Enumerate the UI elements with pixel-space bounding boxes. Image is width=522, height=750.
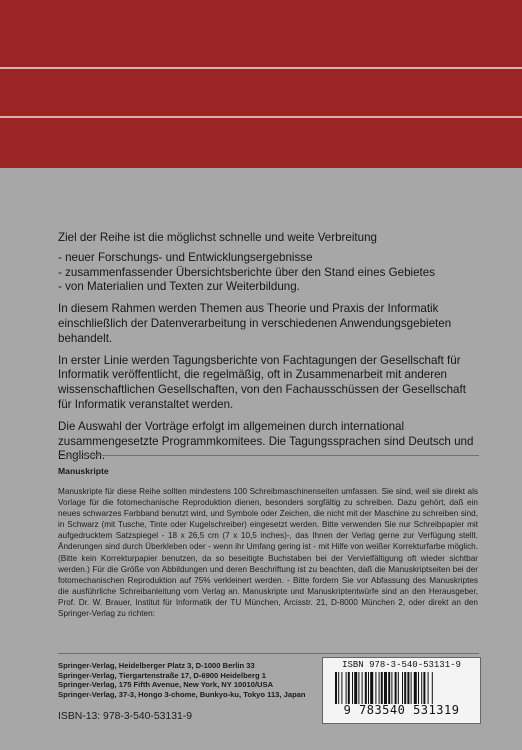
manuscripts-text: Manuskripte für diese Reihe sollten mindestens 100 Schreibmaschinenseiten umfassen. Sie sind, weil sie direkt als Vorlage für die fotomechanische Reproduktion dienen, besonders sorgfältig zu schreiben. Dazu gehört, daß ein neues schwarzes Farbband benutzt wird, und Symbole oder Zeichen, die nicht mit der Maschine zu schreiben sind, in Schwarz (mit Tusche, Tinte oder Kugelschreiber) eingesetzt werden. Bitte verwenden Sie nur Schreibpapier mit aufgedrucktem Satzspiegel - 18 x 26,5 cm (7 x 10,5 inches)-, das Ihnen der Verlag gerne zur Verfügung stellt. Änderungen sind durch Überkleben oder - wenn ihr Umfang gering ist - mit Hilfe von weißer Korrekturfarbe möglich. (Bitte kein Korrekturpapier benutzen, da so beseitigte Buchstaben bei der Vervielfältigung oft wieder sichtbar werden.) Für die Größe von Abbildungen und deren Beschriftung ist zu beachten, daß die Manuskriptseiten bei der fotomechanischen Reproduktion auf 75% verkleinert werden. - Bitte fordern Sie vor Abfassung des Manuskriptes die ausführliche Schreibanleitung vom Verlag an. Manuskripte und Manuskriptentwürfe sind an den Herausgeber, Prof. Dr. W. Brauer, Institut für Informatik der TU München, Arcisstr. 21, D-8000 München 2, oder direkt an den Springer-Verlag zu richten: [58, 487, 478, 619]
goal-item: - von Materialien und Texten zur Weiterbildung. [58, 280, 300, 294]
goal-item: - neuer Forschungs- und Entwicklungsergebnisse [58, 250, 313, 264]
barcode-isbn-label: ISBN 978-3-540-53131-9 [342, 660, 461, 670]
divider-top [58, 455, 479, 456]
barcode-icon [335, 672, 468, 704]
paragraph-selection: Die Auswahl der Vorträge erfolgt im allgemeinen durch international zusammengesetzte Programmkomitees. Die Tagungssprachen sind Deutsch und [58, 419, 474, 448]
address-line: Springer-Verlag, Heidelberger Platz 3, D-1000 Berlin 33 [58, 661, 255, 670]
paragraph-topics: In diesem Rahmen werden Themen aus Theorie und Praxis der Informatik einschließlich der Datenverarbeitung in verschiedenen Anwendungsgebieten behandelt. [58, 302, 452, 345]
divider-bottom [58, 653, 479, 654]
manuscripts-heading: Manuskripte [58, 466, 109, 476]
isbn-footer: ISBN-13: 978-3-540-53131-9 [58, 711, 193, 722]
publisher-addresses [58, 661, 308, 699]
barcode-number: 9 783540 531319 [343, 703, 460, 717]
address-line: Springer-Verlag, Tiergartenstraße 17, D-6900 Heidelberg 1 [58, 670, 266, 680]
address-line: Springer-Verlag, 175 Fifth Avenue, New York, NY 10010/USA [58, 680, 274, 689]
series-description [58, 231, 478, 471]
paragraph-proceedings: In erster Linie werden Tagungsberichte von Fachtagungen der Gesellschaft für Informatik veröffentlicht, die regelmäßig, oft in Zusammenarbeit mit anderen wissenschaftlichen Gesellschaften, von den Fachausschüssen der Gesellschaft für Informatik veranstaltet werden. [58, 353, 466, 411]
red-header-band [0, 0, 522, 168]
intro-text: Ziel der Reihe ist die möglichst schnelle und weite Verbreitung [58, 231, 377, 244]
goal-item: - zusammenfassender Übersichtsberichte über den Stand eines Gebietes [58, 265, 436, 279]
header-stripe-2 [0, 116, 522, 118]
goal-list [58, 251, 478, 295]
header-stripe-1 [0, 67, 522, 69]
isbn-barcode [322, 657, 481, 724]
address-line: Springer-Verlag, 37-3, Hongo 3-chome, Bunkyo-ku, Tokyo 113, Japan [58, 689, 306, 699]
